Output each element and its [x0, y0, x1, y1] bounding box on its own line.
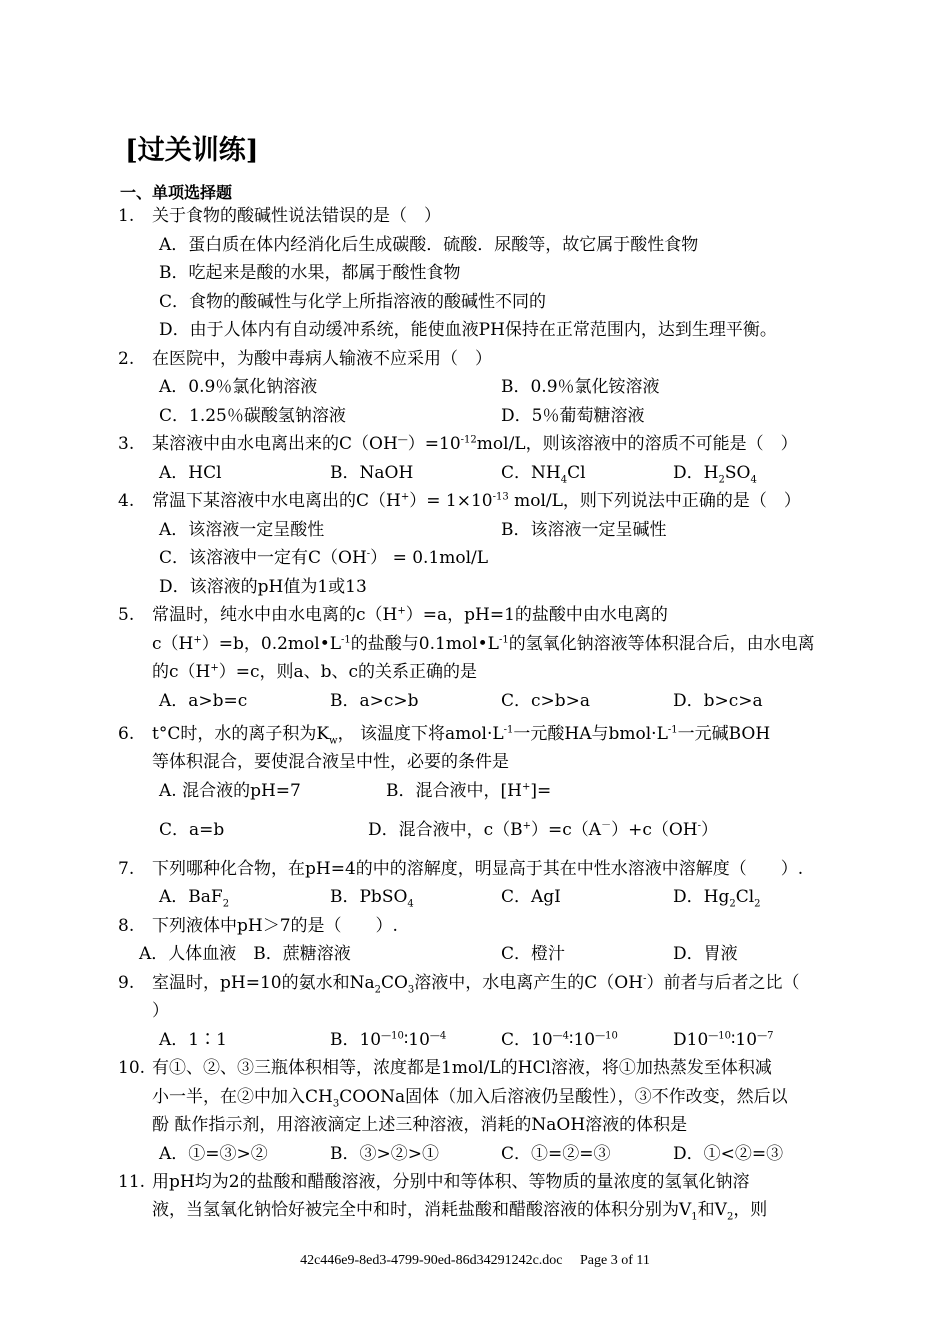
question-number: 4. — [118, 491, 135, 511]
question-stem-line: ） — [152, 1001, 169, 1021]
question-number: 6. — [118, 724, 135, 744]
question-stem: 在医院中，为酸中毒病人输液不应采用（ ） — [152, 349, 492, 369]
question-number: 8. — [118, 916, 135, 936]
question-stem-line: 用pH均为2的盐酸和醋酸溶液，分别中和等体积、等物质的量浓度的氢氧化钠溶 — [152, 1172, 750, 1192]
question-stem: 某溶液中由水电离出来的$C(OH^—)=10^{-12}mol/L$，则该溶液中的溶质不可能是（ ） — [152, 434, 798, 454]
option-a: A．1∶1 — [159, 1030, 227, 1050]
option-a: A．蛋白质在体内经消化后生成碳酸．硫酸．尿酸等，故它属于酸性食物 — [159, 235, 699, 255]
option-b: B．该溶液一定呈碱性 — [501, 520, 667, 540]
question-stem-line: 等体积混合，要使混合液呈中性，必要的条件是 — [152, 752, 509, 772]
question-stem-line: 液，当氢氧化钠恰好被完全中和时，消耗盐酸和醋酸溶液的体积分别为$V_1$和$V_2$，则 — [152, 1200, 768, 1223]
option-c: C．AgI — [501, 887, 561, 907]
option-d: $D10^{—10}∶10^{—7}$ — [673, 1030, 774, 1050]
question-stem-line: 酚 酞作指示剂，用溶液滴定上述三种溶液，消耗的NaOH溶液的体积是 — [152, 1115, 688, 1135]
option-b: B．PbSO$_4$ — [330, 887, 414, 910]
option-c: C．食物的酸碱性与化学上所指溶液的酸碱性不同的 — [159, 292, 547, 312]
option-a: A．HCl — [159, 463, 222, 483]
option-d: D．①<②=③ — [673, 1144, 784, 1164]
option-c: C．该溶液中一定有C（OH-） = 0.1mol/L — [159, 548, 489, 568]
question-stem-line: c（H+）=b，$0.2mol•L^{-1}$的盐酸与$0.1mol•L^{-1}$的氢氧化钠溶液等体积混合后，由水电离 — [152, 634, 815, 654]
option-c: C．c>b>a — [501, 691, 591, 711]
option-b: B．a>c>b — [330, 691, 419, 711]
option-b: B．$10^{—10}∶10^{—4}$ — [330, 1030, 447, 1050]
question-stem: 关于食物的酸碱性说法错误的是（ ） — [152, 206, 441, 226]
option-b: B．混合液中，[H+]= — [386, 781, 552, 801]
question-number: 5. — [118, 605, 135, 625]
option-d: D．由于人体内有自动缓冲系统，能使血液PH保持在正常范围内，达到生理平衡。 — [159, 320, 777, 340]
option-a: A．a>b=c — [159, 691, 248, 711]
option-d: D．$Hg_2Cl_2$ — [673, 887, 761, 910]
option-c: C．a=b — [159, 820, 225, 840]
option-d: D．该溶液的pH值为1或13 — [159, 577, 367, 597]
option-b: B．0.9％氯化铵溶液 — [501, 377, 660, 397]
question-number: 3. — [118, 434, 135, 454]
page-title: [过关训练] — [125, 135, 259, 166]
question-stem-line: 小一半，在②中加入$CH_3COONa$固体（加入后溶液仍呈酸性），③不作改变，然后以 — [152, 1087, 788, 1110]
option-d: D．b>c>a — [673, 691, 763, 711]
option-d: D．$H_2SO_4$ — [673, 463, 757, 486]
question-stem: 常温下某溶液中水电离出的$C(H^+)= 1\times 10^{-13}$ mol/L，则下列说法中正确的是（ ） — [152, 491, 801, 511]
question-stem: 下列哪种化合物，在pH=4的中的溶解度，明显高于其在中性水溶液中溶解度（ ）. — [152, 859, 804, 879]
option-c: C．①=②=③ — [501, 1144, 611, 1164]
option-d: D．胃液 — [673, 944, 738, 964]
option-b: B．吃起来是酸的水果，都属于酸性食物 — [159, 263, 461, 283]
option-ab: A．人体血液 B．蔗糖溶液 — [139, 944, 351, 964]
option-a: A．0.9％氯化钠溶液 — [159, 377, 318, 397]
option-a: A．①=③>② — [159, 1144, 268, 1164]
question-number: 1. — [118, 206, 135, 226]
question-number: 10. — [118, 1058, 146, 1078]
page-footer: 42c446e9-8ed3-4799-90ed-86d34291242c.doc Page 3 of 11 — [300, 1253, 650, 1268]
question-stem-line: 有①、②、③三瓶体积相等，浓度都是1mol/L的HCl溶液，将①加热蒸发至体积减 — [152, 1058, 772, 1078]
option-a: A．BaF$_2$ — [159, 887, 230, 910]
question-stem-line: 的c（H+）=c，则a、b、c的关系正确的是 — [152, 662, 478, 682]
question-number: 9. — [118, 973, 135, 993]
section-heading: 一、单项选择题 — [120, 183, 233, 202]
question-number: 11. — [118, 1172, 146, 1192]
question-stem-line: 常温时，纯水中由水电离的c（H+）=a，pH=1的盐酸中由水电离的 — [152, 605, 668, 625]
option-d: D．5％葡萄糖溶液 — [501, 406, 645, 426]
option-a: A．该溶液一定呈酸性 — [159, 520, 325, 540]
question-stem-line: 室温时，pH=10的氨水和$Na_2CO_3$溶液中，水电离产生的C（OH-）前者与后者之比（ — [152, 973, 800, 996]
option-c: C．橙汁 — [501, 944, 566, 964]
question-number: 2. — [118, 349, 135, 369]
question-stem-line: t°C时，水的离子积为$K_w$， 该温度下将$amol\cdot L^{-1}$一元酸HA与$bmol\cdot L^{-1}$一元碱BOH — [152, 724, 771, 747]
option-d: D．混合液中，c（B+）=c（A－）+c（OH-） — [368, 820, 719, 840]
option-c: C．$NH_4Cl$ — [501, 463, 586, 486]
option-c: C．1.25％碳酸氢钠溶液 — [159, 406, 346, 426]
option-c: C．$10^{—4}∶10^{—10}$ — [501, 1030, 618, 1050]
option-a: A. 混合液的pH=7 — [159, 781, 301, 801]
question-stem: 下列液体中pH＞7的是（ ）. — [152, 916, 398, 936]
option-b: B．③>②>① — [330, 1144, 439, 1164]
option-b: B．NaOH — [330, 463, 414, 483]
question-number: 7. — [118, 859, 135, 879]
